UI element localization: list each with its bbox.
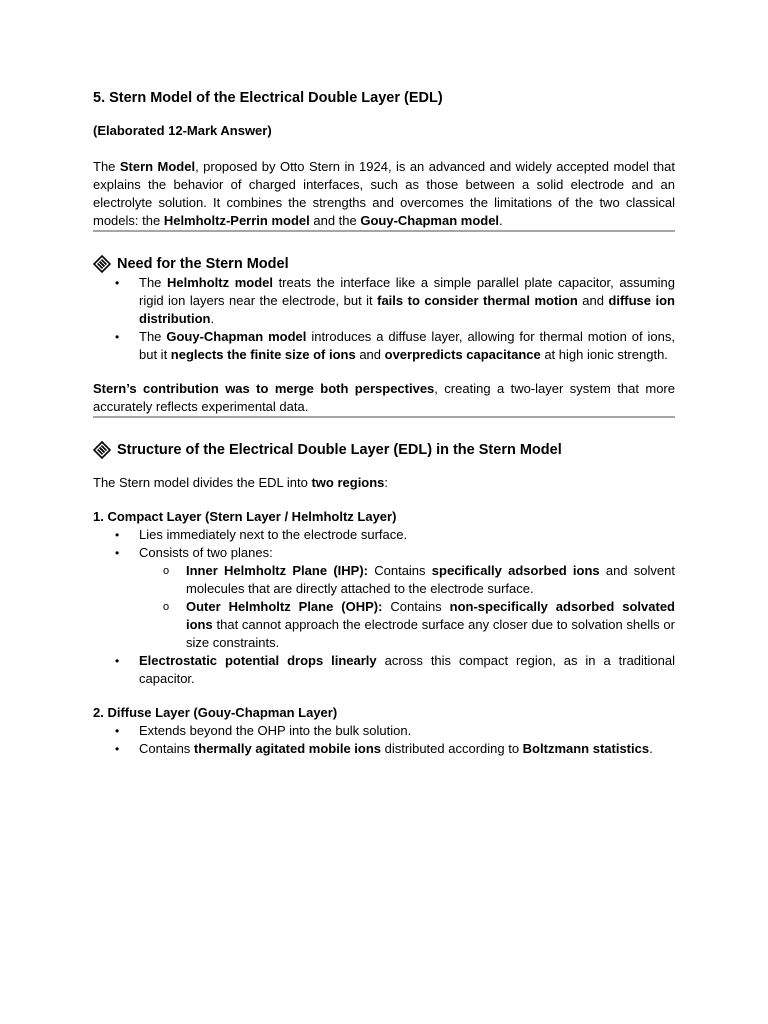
text: The <box>93 159 120 174</box>
list-item <box>139 328 675 364</box>
diamond-icon <box>93 255 111 273</box>
text: Consists of two planes: <box>139 545 273 560</box>
diffuse-layer-list <box>93 722 675 758</box>
text: Contains <box>139 741 194 756</box>
horizontal-divider <box>93 416 675 418</box>
text: , proposed by Otto Stern in 1924, is an advanced and widely accepted model that explains the behavior of charged interfaces, such as those between a solid electrode and an electrolyte solution. It combines the strengths and overcomes the limitations of the two classical models: the <box>93 159 675 228</box>
diamond-icon <box>93 441 111 459</box>
bold-text: Stern’s contribution was to merge both perspectives <box>93 381 435 396</box>
sublist-item <box>186 598 675 652</box>
text: and <box>355 347 385 362</box>
bold-text: Boltzmann statistics <box>522 741 650 756</box>
text: , creating a two-layer system that more accurately reflects experimental data. <box>93 381 675 414</box>
text: . <box>499 213 503 228</box>
section-heading-text: Structure of the Electrical Double Layer (EDL) in the Stern Model <box>117 442 562 458</box>
section-heading-text: Need for the Stern Model <box>117 256 289 272</box>
bold-text: diffuse ion distribution <box>139 293 675 326</box>
text: across this compact region, as in a traditional capacitor. <box>139 653 675 686</box>
bold-text: Helmholtz model <box>167 275 273 290</box>
list-item <box>139 274 675 328</box>
bold-text: Inner Helmholtz Plane (IHP): <box>186 563 368 578</box>
bold-text: Outer Helmholtz Plane (OHP): <box>186 599 383 614</box>
text: . <box>210 311 215 326</box>
bold-text: neglects the finite size of ions <box>170 347 356 362</box>
planes-sublist <box>139 562 675 652</box>
contribution-paragraph <box>93 380 675 416</box>
bold-text: Electrostatic potential drops linearly <box>139 653 377 668</box>
horizontal-divider <box>93 230 675 232</box>
list-item: • Lies immediately next to the electrode surface. <box>139 526 675 544</box>
structure-intro-paragraph <box>93 474 675 492</box>
intro-paragraph <box>93 158 675 230</box>
text: and solvent molecules that are directly attached to the electrode surface. <box>186 563 675 596</box>
list-item: • Extends beyond the OHP into the bulk solution. <box>139 722 675 740</box>
bold-text: Stern Model <box>119 159 196 174</box>
bold-text: Gouy-Chapman model <box>360 213 500 228</box>
diffuse-layer-heading: 2. Diffuse Layer (Gouy-Chapman Layer) <box>93 705 338 720</box>
bold-text: two regions <box>311 475 385 490</box>
page-subtitle: (Elaborated 12-Mark Answer) <box>93 123 272 138</box>
text: treats the interface like a simple parallel plate capacitor, assuming rigid ion layers near the electrode, but it <box>139 275 675 308</box>
text: : <box>384 475 389 490</box>
text: The Stern model divides the EDL into <box>93 475 312 490</box>
text: that cannot approach the electrode surface any closer due to solvation shells or size constraints. <box>186 617 675 650</box>
text: The <box>139 275 167 290</box>
section-heading-structure <box>93 440 675 460</box>
page-title: 5. Stern Model of the Electrical Double Layer (EDL) <box>93 90 443 106</box>
list-item <box>139 652 675 688</box>
compact-layer-heading: 1. Compact Layer (Stern Layer / Helmholtz Layer) <box>93 509 397 524</box>
bold-text: fails to consider thermal motion <box>377 293 578 308</box>
text: introduces a diffuse layer, allowing for thermal motion of ions, but it <box>139 329 675 362</box>
compact-layer-list <box>93 526 675 688</box>
bold-text: thermally agitated mobile ions <box>193 741 382 756</box>
bold-text: non-specifically adsorbed solvated ions <box>186 599 675 632</box>
text: . <box>649 741 653 756</box>
list-item <box>139 740 675 758</box>
text: and <box>577 293 609 308</box>
text: The <box>139 329 167 344</box>
sublist-item <box>186 562 675 598</box>
text: and the <box>309 213 361 228</box>
text: Contains <box>367 563 432 578</box>
text: at high ionic strength. <box>540 347 668 362</box>
list-item <box>139 544 675 652</box>
section-heading-need <box>93 254 675 274</box>
text: Contains <box>382 599 450 614</box>
bold-text: specifically adsorbed ions <box>431 563 600 578</box>
text: distributed according to <box>381 741 523 756</box>
bold-text: Gouy-Chapman model <box>166 329 307 344</box>
bold-text: overpredicts capacitance <box>384 347 541 362</box>
need-list <box>93 274 675 364</box>
bold-text: Helmholtz-Perrin model <box>163 213 310 228</box>
